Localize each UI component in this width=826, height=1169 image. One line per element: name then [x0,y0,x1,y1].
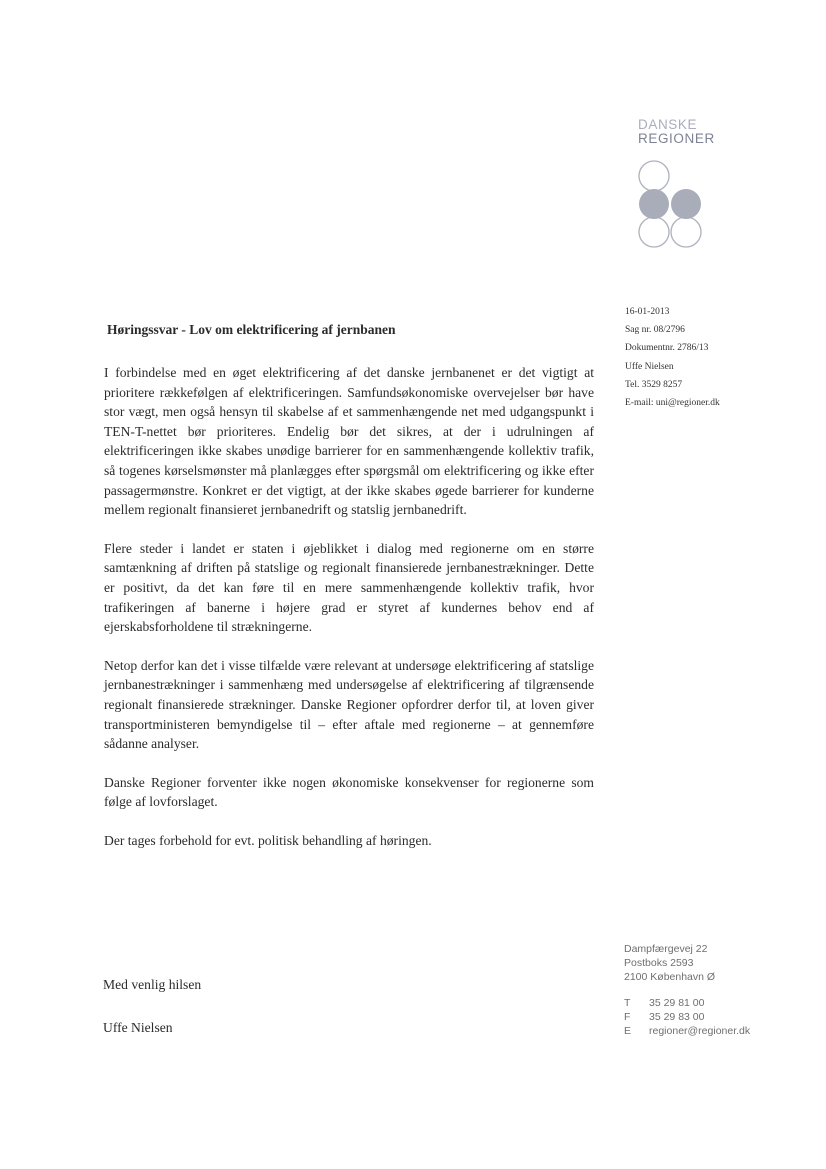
logo-text-danske: DANSKE [638,117,698,132]
paragraph-3: Netop derfor kan det i visse tilfælde være relevant at undersøge elektrificering af statslige jernbanestrækninger i sammenhæng med undersøgelse af elektrificering af tilgrænsende regionalt finansierede strækninger. Danske Regioner opfordrer derfor til, at loven giver transportministeren bemyndigelse til – efter aftale med regionerne – at gennemføre sådanne analyser. [104,657,594,752]
email-label: E [624,1025,632,1037]
letter-meta [625,303,720,412]
meta-email: E-mail: uni@regioner.dk [625,398,720,409]
letter-title: Høringssvar - Lov om elektrificering af jernbanen [107,322,396,337]
meta-phone: Tel. 3529 8257 [625,379,683,390]
meta-date: 16-01-2013 [625,307,670,317]
address-fax: 35 29 83 00 [649,1011,705,1023]
signer-name: Uffe Nielsen [103,1020,173,1035]
logo-text-regioner: REGIONER [638,131,715,146]
address-pobox: Postboks 2593 [624,957,694,969]
paragraph-4: Danske Regioner forventer ikke nogen økonomiske konsekvenser for regionerne som følge af lovforslaget. [104,774,594,810]
meta-case-number: Sag nr. 08/2796 [625,325,685,336]
meta-document-number: Dokumentnr. 2786/13 [625,343,709,354]
fax-label: F [624,1011,631,1023]
address-fax-row [624,1010,784,1024]
address-email-row [624,1024,784,1038]
closing-greeting: Med venlig hilsen [103,977,202,992]
paragraph-2: Flere steder i landet er staten i øjeblikket i dialog med regionerne om en større samtænkning af driften på statslige og regionalt finansierede jernbanestrækninger. Dette er positivt, da det kan føre til en mere sammenhængende kollektiv trafik, hvor trafikeringen af banerne i højere grad er styret af kundernes behov end af ejerskabsforholdene til strækningerne. [104,540,594,635]
address-phone: 35 29 81 00 [649,997,705,1009]
address-email: regioner@regioner.dk [649,1025,751,1037]
paragraph-5: Der tages forbehold for evt. politisk behandling af høringen. [104,832,432,848]
letter-body [104,363,594,869]
address-block [624,942,784,1038]
danske-regioner-logo [638,118,748,146]
logo-circles-icon [632,156,712,256]
address-phone-row [624,996,784,1010]
paragraph-1: I forbindelse med en øget elektrificering af det danske jernbanenet er det vigtigt at prioritere rækkefølgen af elektrificeringen. Samfundsøkonomiske overvejelser bør have stor vægt, men også hensyn til skabelse af et sammenhængende net med udgangspunkt i TEN-T-nettet bør prioriteres. Endelig bør det sikres, at der i udrulningen af elektrificeringen ikke skabes unødige barrierer for en sammenhængende kollektiv trafik, så togenes kørselsmønster må planlægges efter spørgsmål om elektrificering og ikke efter passagermønstre. Konkret er det vigtigt, at der ikke skabes øgede barrierer for kunderne mellem regionalt finansieret jernbanedrift og statslig jernbanedrift. [104,365,594,518]
address-city: 2100 København Ø [624,971,716,983]
phone-label: T [624,997,631,1009]
meta-contact-name: Uffe Nielsen [625,361,674,372]
address-street: Dampfærgevej 22 [624,943,708,955]
